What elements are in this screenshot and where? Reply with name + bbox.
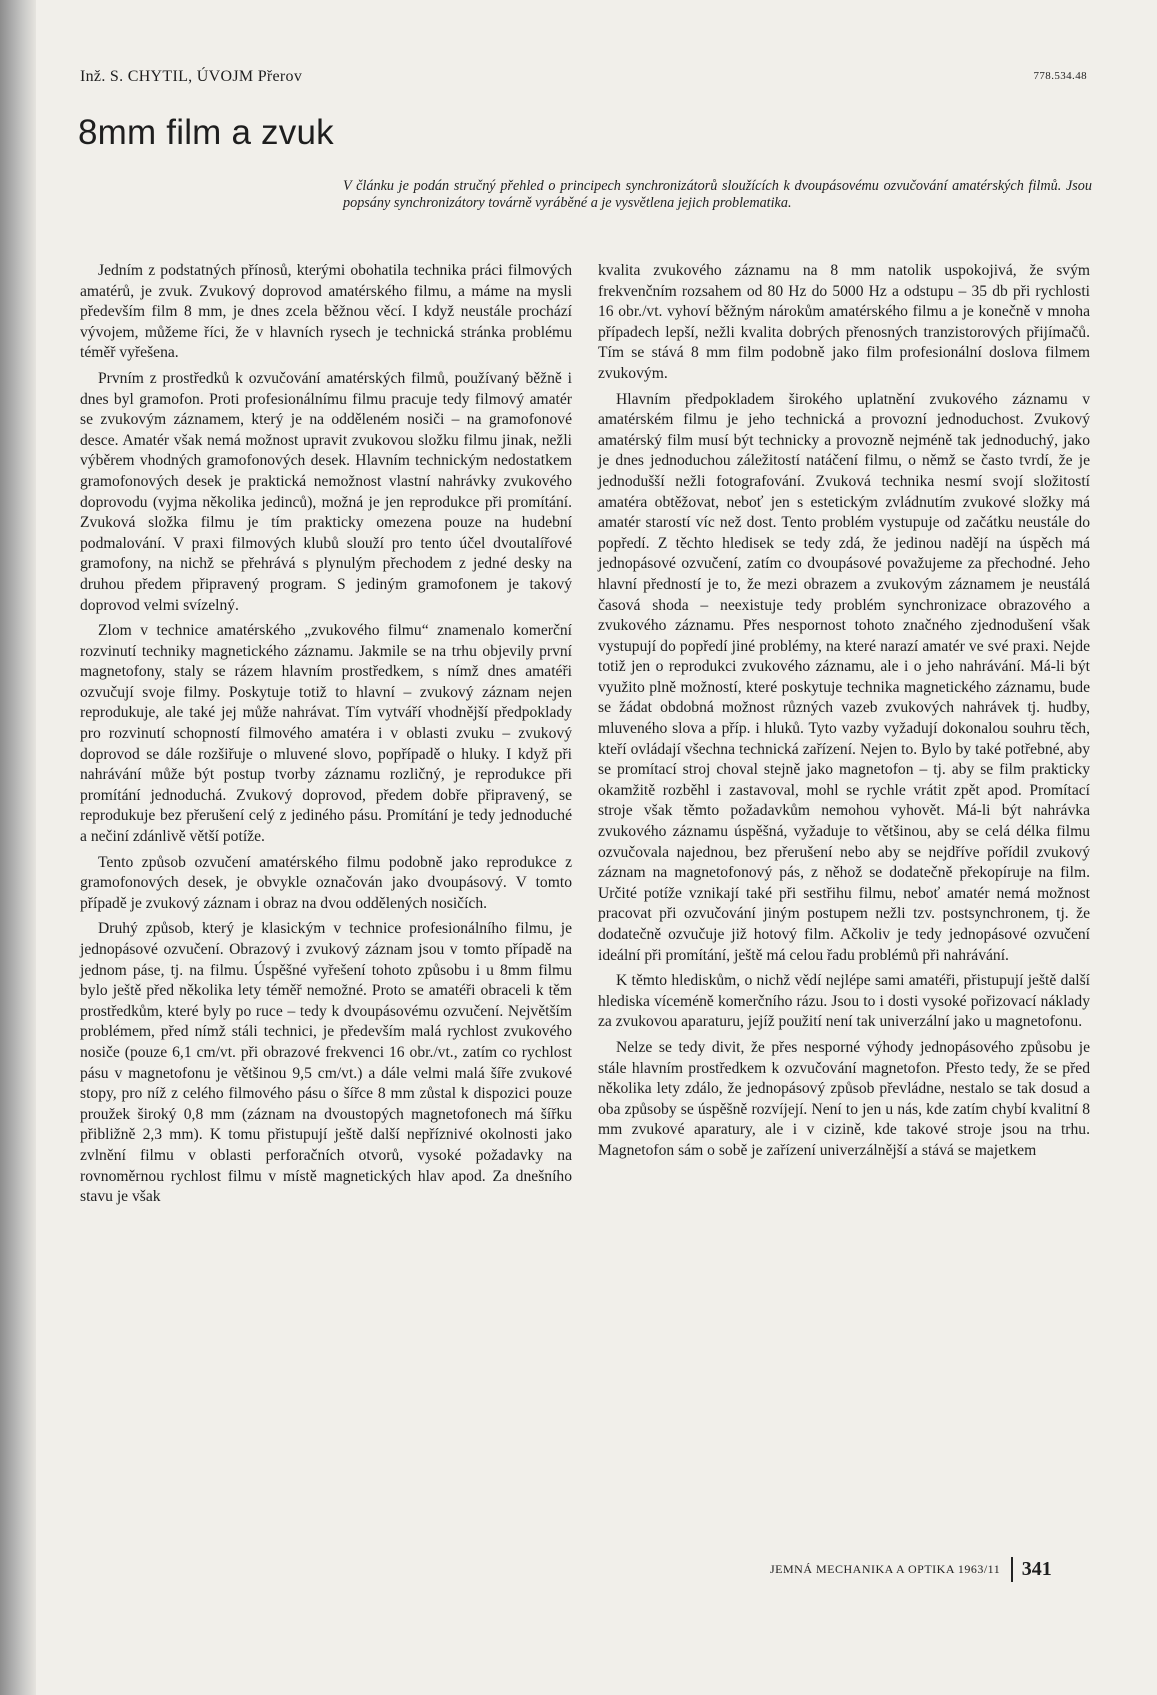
paragraph: Tento způsob ozvučení amatérského filmu podobně jako reprodukce z gramofonových desek, je obvykle označován jako dvoupásový. V tomto případě je zvukový záznam i obraz na dvou oddělených nosičích. xyxy=(80,853,572,912)
article-title: 8mm film a zvuk xyxy=(78,113,334,152)
paragraph: Hlavním předpokladem širokého uplatnění zvukového záznamu v amatérském filmu je jeho technická a provozní jednoduchost. Zvukový amatérský film musí být technicky a provozně nejméně tak jednoduchý, jako je dnes jednoduchou záležitostí natáčení filmu, o němž se často tvrdí, že je jednodušší nežli fotografování. Zvuková technika nesmí svojí složitostí amatéra obtěžovat, neboť jen s estetickým zvládnutím zvukové složky má amatér starostí víc než dost. Tento problém vystupuje od začátku neustále do popředí. Z těchto hledisek se tedy zdá, že jedinou nadějí na úspěch má jednopásové ozvučení, zatím co dvoupásové považujeme za přechodné. Jeho hlavní předností je to, že mezi obrazem a zvukovým záznamem je neustálá časová shoda – neexistuje tedy problém synchronizace obrazového a zvukového záznamu. Přes nespornost tohoto značného zjednodušení však vystupují do popředí jiné problémy, na které narazí amatér ve své praxi. Nejde totiž jen o reprodukci zvukového záznamu, ale i o jeho nahrávání. Má-li být využito plně možností, které poskytuje technika magnetického záznamu, bude se žádat obdobná možnost různých vazeb zvukových nahrávek tj. hudby, mluveného slova a příp. i hluků. Tyto vazby vyžadují dokonalou souhru těch, kteří ovládají všechna technická zařízení. Nejen to. Bylo by také potřebné, aby se promítací stroj choval stejně jako magnetofon – tj. aby se film prakticky okamžitě rozběhl i zastavoval, mohl se rychle vrátit zpět apod. Promítací stroje však těmto požadavkům nemohou vyhovět. Má-li být nahrávka zvukového záznamu úspěšná, vyžaduje to většinou, aby se celá délka filmu ozvučovala najednou, bez přerušení nebo aby se nejdříve pořídil zvukový záznam na magnetofonový pás, z něhož se dodatečně překopíruje na film. Určité potíže vznikají také při sestřihu filmu, neboť amatér nemá možnost pracovat při ozvučování jiným postupem nežli tzv. postsynchronem, tj. že dodatečně ozvučuje již hotový film. Ačkoliv je tedy jednopásové ozvučení ideální při promítání, ještě má celou řadu problémů při nahrávání. xyxy=(598,390,1090,964)
left-column xyxy=(80,261,572,1213)
page-number: 341 xyxy=(1021,1558,1052,1580)
paragraph: Prvním z prostředků k ozvučování amatérských filmů, používaný běžně i dnes byl gramofon. Proti profesionálnímu filmu pracuje tedy filmový amatér se zvukovým záznamem, který je na odděleném nosiči – na gramofonové desce. Amatér však nemá možnost upravit zvukovou složku filmu jinak, nežli výběrem vhodných gramofonových desek. Hlavním technickým nedostatkem gramofonových desek je praktická nemožnost vlastní nahrávky zvukového doprovodu (vyjma několika jedinců), možná je jen reprodukce při promítání. Zvuková složka filmu je tím prakticky omezena pouze na hudební podmalování. V praxi filmových klubů slouží pro tento účel dvoutalířové gramofony, na nichž se přehrává s plynulým přechodem z jedné desky na druhou předem připravený program. S jediným gramofonem je takový doprovod velmi svízelný. xyxy=(80,369,572,614)
paragraph: Zlom v technice amatérského „zvukového filmu“ znamenalo komerční rozvinutí techniky magnetického záznamu. Jakmile se na trhu objevily první magnetofony, staly se rázem hlavním prostředkem, s nímž dnes amatéři ozvučují svoje filmy. Poskytuje totiž to hlavní – zvukový záznam nejen reprodukuje, ale také jej může nahrávat. Tím vytváří vhodnější předpoklady pro rozvinutí schopností filmového amatéra i v oblasti zvuku – zvukový doprovod se dále rozšiřuje o mluvené slovo, popřípadě o hluky. I když při nahrávání může být postup tvorby záznamu rozličný, je reprodukce při promítání jednoduchá. Zvukový doprovod, předem dobře připravený, se reprodukuje bez přerušení celý z jediného pásu. Promítání je tedy jednoduché a nečiní zdánlivě větší potíže. xyxy=(80,622,572,846)
page-footer xyxy=(770,1557,1052,1582)
paragraph: Nelze se tedy divit, že přes nesporné výhody jednopásového způsobu je stále hlavním prostředkem k ozvučování magnetofon. Přesto tedy, že se před několika lety zdálo, že jednopásový způsob převládne, nestalo se tak dosud a oba způsoby se úspěšně rozvíjejí. Není to jen u nás, kde zatím chybí kvalitní 8 mm zvukové aparatury, ale i v cizině, kde takové stroje jsou na trhu. Magnetofon sám o sobě je zařízení univerzálnější a stává se majetkem xyxy=(598,1038,1090,1159)
author-line: Inž. S. CHYTIL, ÚVOJM Přerov xyxy=(80,68,303,85)
udc-code: 778.534.48 xyxy=(1033,70,1087,82)
journal-name: JEMNÁ MECHANIKA A OPTIKA 1963/11 xyxy=(770,1562,1001,1576)
footer-divider xyxy=(1011,1557,1013,1582)
right-column xyxy=(598,261,1090,1167)
abstract: V článku je podán stručný přehled o principech synchronizátorů sloužících k dvoupásovému ozvučování amatérských filmů. Jsou popsány synchronizátory továrně vyráběné a je vysvětlena jejich problematika. xyxy=(343,178,1092,212)
paragraph: kvalita zvukového záznamu na 8 mm natolik uspokojivá, že svým frekvenčním rozsahem od 80 Hz do 5000 Hz a odstupu – 35 db při rychlosti 16 obr./vt. vyhoví běžným nárokům amatérského filmu a je konečně v mnoha případech lepší, nežli kvalita dobrých přenosných tranzistorových přijímačů. Tím se stává 8 mm film podobně jako film profesionální doslova filmem zvukovým. xyxy=(598,262,1090,382)
paragraph: Jedním z podstatných přínosů, kterými obohatila technika práci filmových amatérů, je zvuk. Zvukový doprovod amatérského filmu, a máme na mysli především film 8 mm, je dnes zcela běžnou věcí. I když neustále prochází vývojem, můžeme říci, že v hlavních rysech je technická stránka problému téměř vyřešena. xyxy=(80,262,572,362)
paragraph: Druhý způsob, který je klasickým v technice profesionálního filmu, je jednopásové ozvučení. Obrazový i zvukový záznam jsou v tomto případě na jednom páse, tj. na filmu. Úspěšné vyřešení tohoto způsobu i u 8mm filmu bylo ještě před několika lety téměř nemožné. Proto se amatéři obraceli k těm prostředkům, které byly po ruce – tedy k dvoupásovému ozvučení. Největším problémem, před nímž stáli technici, je především malá rychlost zvukového nosiče (pouze 6,1 cm/vt. při obrazové frekvenci 16 obr./vt., zatím co rychlost pásu v magnetofonu je většinou 9,5 cm/vt.) a dále velmi malá šíře zvukové stopy, pro níž z celého filmového pásu o šířce 8 mm zůstal k dispozici pouze proužek široký 0,8 mm (záznam na dvoustopých magnetofonech má šířku přibližně 2,3 mm). K tomu přistupují ještě další nepříznivé okolnosti jako zvlnění filmu v oblasti perforačních otvorů, vysoké požadavky na rovnoměrnou rychlost filmu v místě magnetických hlav apod. Za dnešního stavu je však xyxy=(80,920,572,1206)
paragraph: K těmto hlediskům, o nichž vědí nejlépe sami amatéři, přistupují ještě další hlediska víceméně komerčního rázu. Jsou to i dosti vysoké pořizovací náklady za zvukovou aparaturu, jejíž použití není tak univerzální jako u magnetofonu. xyxy=(598,972,1090,1031)
